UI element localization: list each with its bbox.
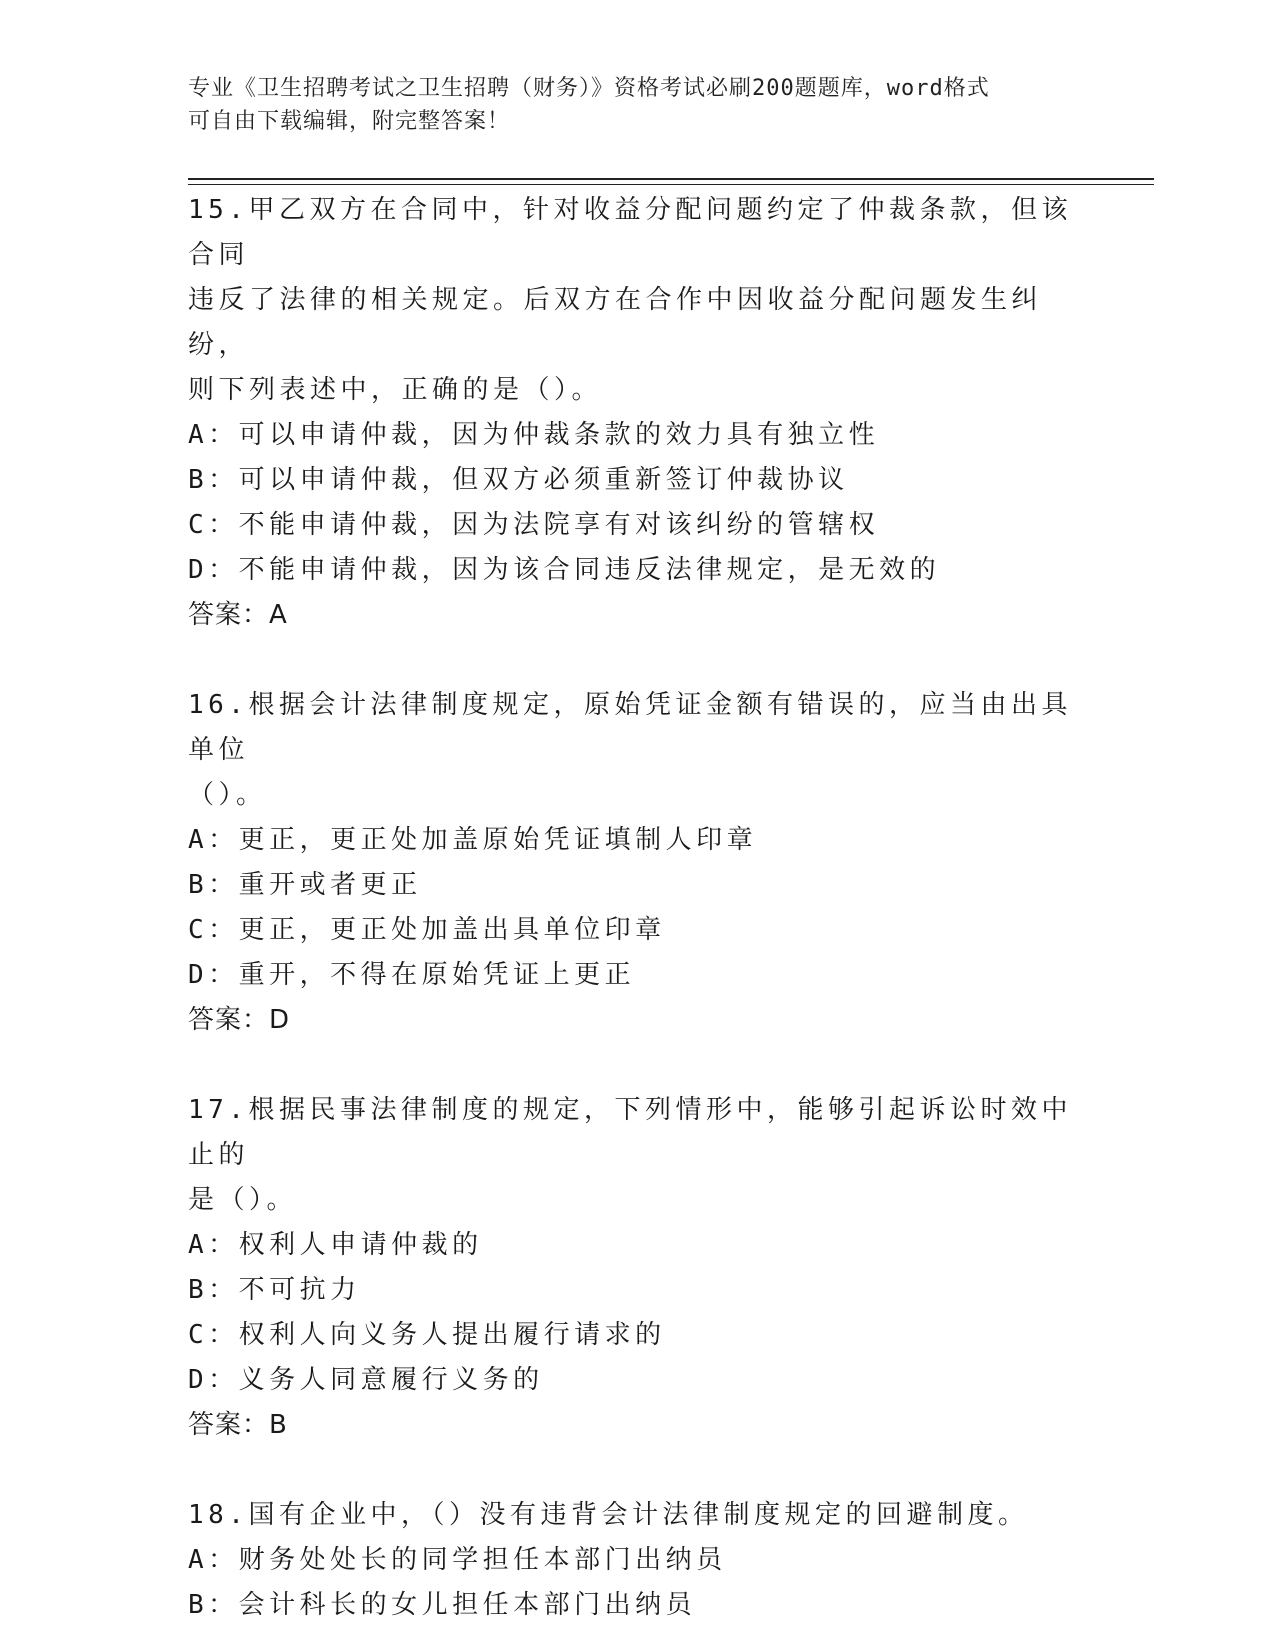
option-b: B：会计科长的女儿担任本部门出纳员 <box>188 1590 697 1620</box>
answer: 答案：D <box>188 1005 291 1035</box>
question-15 <box>188 188 1088 638</box>
header-line-1: 专业《卫生招聘考试之卫生招聘（财务）》资格考试必刷200题题库，word格式 <box>188 76 990 101</box>
question-17 <box>188 1088 1088 1448</box>
option-b: B：重开或者更正 <box>188 870 422 900</box>
question-list <box>188 188 1088 1628</box>
option-d: D：义务人同意履行义务的 <box>188 1365 544 1395</box>
document-header <box>188 72 1088 138</box>
spacer <box>188 638 1088 683</box>
question-stem-line: 违反了法律的相关规定。后双方在合作中因收益分配问题发生纠纷， <box>188 285 1043 360</box>
option-b: B：不可抗力 <box>188 1275 361 1305</box>
answer: 答案：B <box>188 1410 288 1440</box>
option-b: B：可以申请仲裁，但双方必须重新签订仲裁协议 <box>188 465 849 495</box>
question-stem-line: 15.甲乙双方在合同中，针对收益分配问题约定了仲裁条款，但该合同 <box>188 195 1072 270</box>
question-stem-line: （）。 <box>188 780 267 810</box>
option-d: D：不能申请仲裁，因为该合同违反法律规定，是无效的 <box>188 555 941 585</box>
question-stem-line: 则下列表述中，正确的是（）。 <box>188 375 603 405</box>
option-c: C：不能申请仲裁，因为法院享有对该纠纷的管辖权 <box>188 510 880 540</box>
question-16 <box>188 683 1088 1043</box>
answer: 答案：A <box>188 600 288 630</box>
question-stem-line: 16.根据会计法律制度规定，原始凭证金额有错误的，应当由出具单位 <box>188 690 1072 765</box>
option-c: C：权利人向义务人提出履行请求的 <box>188 1320 666 1350</box>
option-a: A：可以申请仲裁，因为仲裁条款的效力具有独立性 <box>188 420 880 450</box>
question-stem-line: 18.国有企业中，（）没有违背会计法律制度规定的回避制度。 <box>188 1500 1029 1530</box>
option-a: A：权利人申请仲裁的 <box>188 1230 483 1260</box>
header-divider-thick <box>188 178 1154 180</box>
spacer <box>188 1043 1088 1088</box>
question-stem-line: 17.根据民事法律制度的规定，下列情形中，能够引起诉讼时效中止的 <box>188 1095 1072 1170</box>
question-18 <box>188 1493 1088 1628</box>
option-a: A：财务处处长的同学担任本部门出纳员 <box>188 1545 727 1575</box>
option-c: C：更正，更正处加盖出具单位印章 <box>188 915 666 945</box>
question-stem-line: 是（）。 <box>188 1185 298 1215</box>
header-line-2: 可自由下载编辑，附完整答案！ <box>188 109 511 134</box>
option-a: A：更正，更正处加盖原始凭证填制人印章 <box>188 825 758 855</box>
option-d: D：重开，不得在原始凭证上更正 <box>188 960 636 990</box>
spacer <box>188 1448 1088 1493</box>
header-divider-thin <box>188 184 1154 185</box>
